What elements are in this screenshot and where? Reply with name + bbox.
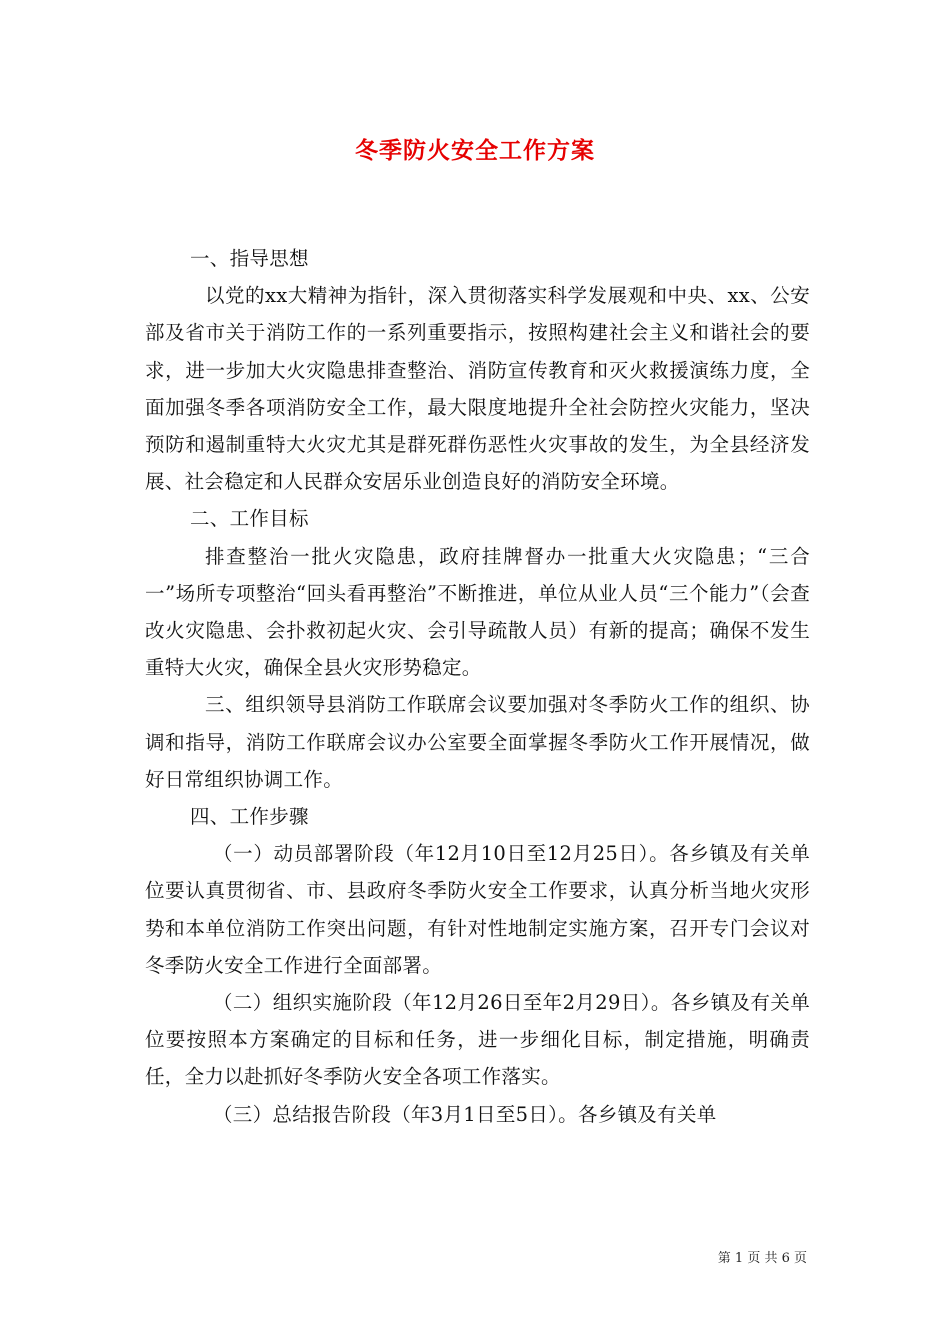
paragraph: （二）组织实施阶段（年12月26日至年2月29日）。各乡镇及有关单位要按照本方案确定的目标和任务，进一步细化目标，制定措施，明确责任，全力以赴抓好冬季防火安全各项工作落实。 xyxy=(145,991,810,1089)
page-title: 冬季防火安全工作方案 xyxy=(355,137,595,164)
section-heading: 二、工作目标 xyxy=(190,507,309,531)
paragraph: （一）动员部署阶段（年12月10日至12月25日）。各乡镇及有关单位要认真贯彻省、市、县政府冬季防火安全工作要求，认真分析当地火灾形势和本单位消防工作突出问题，有针对性地制定实施方案，召开专门会议对冬季防火安全工作进行全面部署。 xyxy=(145,842,810,977)
paragraph: 三、组织领导县消防工作联席会议要加强对冬季防火工作的组织、协调和指导，消防工作联席会议办公室要全面掌握冬季防火工作开展情况，做好日常组织协调工作。 xyxy=(145,693,810,791)
document-body xyxy=(145,240,810,1133)
paragraph: （三）总结报告阶段（年3月1日至5日）。各乡镇及有关单 xyxy=(213,1102,717,1126)
paragraph: 以党的xx大精神为指针，深入贯彻落实科学发展观和中央、xx、公安部及省市关于消防工作的一系列重要指示，按照构建社会主义和谐社会的要求，进一步加大火灾隐患排查整治、消防宣传教育和灭火救援演练力度，全面加强冬季各项消防安全工作，最大限度地提升全社会防控火灾能力，坚决预防和遏制重特大火灾尤其是群死群伤恶性火灾事故的发生，为全县经济发展、社会稳定和人民群众安居乐业创造良好的消防安全环境。 xyxy=(145,284,810,494)
page-number: 第 1 页 共 6 页 xyxy=(717,1251,807,1266)
paragraph: 排查整治一批火灾隐患，政府挂牌督办一批重大火灾隐患；“三合一”场所专项整治“回头看再整治”不断推进，单位从业人员“三个能力”（会查改火灾隐患、会扑救初起火灾、会引导疏散人员）有新的提高；确保不发生重特大火灾，确保全县火灾形势稳定。 xyxy=(145,544,810,680)
section-heading: 一、指导思想 xyxy=(190,247,309,270)
section-heading: 四、工作步骤 xyxy=(190,805,309,829)
